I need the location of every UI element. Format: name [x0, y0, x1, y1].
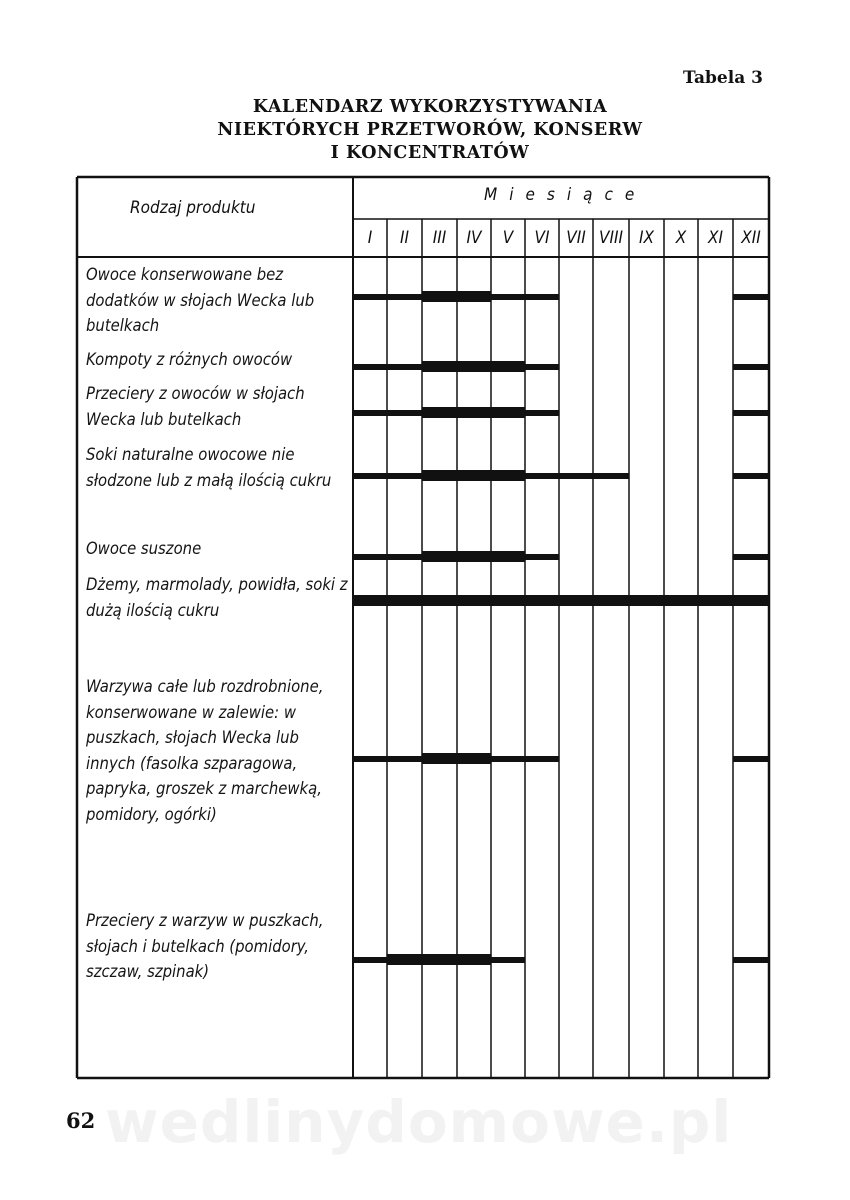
usage-bar-thin-row3-m6 [525, 410, 559, 416]
usage-bar-thin-row4-m2 [387, 473, 422, 479]
usage-bar-thin-row8-m12 [733, 957, 769, 963]
title-line-2: NIEKTÓRYCH PRZETWORÓW, KONSERW [217, 120, 643, 140]
usage-bar-thin-row1-m5 [491, 294, 525, 300]
usage-bar-thick-row5-m4 [457, 551, 491, 562]
usage-bar-thick-row2-m3 [422, 361, 457, 372]
usage-bar-thick-row3-m4 [457, 407, 491, 418]
usage-bar-thin-row8-m5 [491, 957, 525, 963]
usage-bar-thick-row8-m4 [457, 954, 491, 965]
usage-bar-thin-row4-m1 [353, 473, 387, 479]
row-label-jams: Dżemy, marmolady, powidła, soki z dużą ilością cukru [86, 575, 348, 620]
usage-bar-thick-row8-m2 [387, 954, 422, 965]
watermark: wedlinydomowe.pl [105, 1088, 733, 1156]
usage-bar-thin-row3-m1 [353, 410, 387, 416]
month-label-5: V [502, 228, 514, 248]
month-label-7: VII [566, 228, 586, 248]
row-label-vegetables: Warzywa całe lub rozdrobnione, konserwowane w zalewie: w puszkach, słojach Wecka lub innych (fasolka szparagowa, papryka, groszek z marchewką, pomidory, ogórki) [86, 677, 324, 824]
month-label-9: IX [639, 228, 654, 248]
usage-bar-thin-row2-m2 [387, 364, 422, 370]
usage-bar-thick-row6-m3 [422, 595, 457, 606]
usage-bar-thin-row5-m1 [353, 554, 387, 560]
usage-bar-thick-row4-m4 [457, 470, 491, 481]
row-label-vegetable-puree: Przeciery z warzyw w puszkach, słojach i butelkach (pomidory, szczaw, szpinak) [86, 911, 324, 981]
month-label-2: II [399, 228, 409, 248]
title-line-1: KALENDARZ WYKORZYSTYWANIA [252, 97, 608, 117]
usage-bar-thick-row6-m10 [664, 595, 698, 606]
usage-bar-thick-row3-m3 [422, 407, 457, 418]
usage-bar-thin-row1-m12 [733, 294, 769, 300]
usage-bar-thick-row6-m1 [353, 595, 387, 606]
row-label-compotes: Kompoty z różnych owoców [86, 350, 293, 369]
usage-bar-thin-row2-m6 [525, 364, 559, 370]
usage-bar-thick-row6-m2 [387, 595, 422, 606]
page-number: 62 [66, 1108, 96, 1133]
table-number: Tabela 3 [683, 68, 763, 88]
title-line-3: I KONCENTRATÓW [330, 143, 530, 163]
usage-bar-thin-row3-m2 [387, 410, 422, 416]
month-label-1: I [367, 228, 373, 248]
usage-bar-thick-row7-m4 [457, 753, 491, 764]
usage-bar-thin-row1-m6 [525, 294, 559, 300]
usage-bar-thin-row1-m1 [353, 294, 387, 300]
usage-bar-thin-row4-m12 [733, 473, 769, 479]
header-months: Miesiące [484, 185, 647, 205]
usage-bar-thick-row6-m12 [733, 595, 769, 606]
month-label-11: XI [708, 228, 723, 248]
usage-bar-thick-row6-m11 [698, 595, 733, 606]
usage-bar-thick-row4-m3 [422, 470, 457, 481]
row-label-dried-fruit: Owoce suszone [86, 539, 202, 558]
usage-bar-thin-row7-m2 [387, 756, 422, 762]
usage-bar-thick-row6-m8 [593, 595, 629, 606]
usage-bar-thick-row8-m3 [422, 954, 457, 965]
usage-bar-thick-row6-m9 [629, 595, 664, 606]
usage-bar-thick-row1-m3 [422, 291, 457, 302]
usage-bar-thick-row5-m5 [491, 551, 525, 562]
usage-bar-thin-row7-m6 [525, 756, 559, 762]
month-label-10: X [675, 228, 687, 248]
usage-bar-thin-row1-m2 [387, 294, 422, 300]
usage-bar-thin-row5-m2 [387, 554, 422, 560]
usage-bar-thick-row2-m5 [491, 361, 525, 372]
usage-bar-thin-row2-m12 [733, 364, 769, 370]
usage-bar-thick-row4-m5 [491, 470, 525, 481]
usage-bar-thin-row5-m12 [733, 554, 769, 560]
header-product: Rodzaj produktu [130, 198, 256, 218]
usage-bar-thin-row2-m1 [353, 364, 387, 370]
usage-bar-thick-row6-m5 [491, 595, 525, 606]
row-label-fruit-preserved: Owoce konserwowane bez dodatków w słojach Wecka lub butelkach [86, 265, 315, 335]
usage-bar-thin-row5-m6 [525, 554, 559, 560]
usage-bar-thin-row7-m1 [353, 756, 387, 762]
usage-bar-thin-row8-m1 [353, 957, 387, 963]
usage-bar-thick-row6-m7 [559, 595, 593, 606]
usage-bar-thin-row4-m7 [559, 473, 593, 479]
usage-bar-thin-row4-m8 [593, 473, 629, 479]
usage-bar-thick-row3-m5 [491, 407, 525, 418]
row-label-juices: Soki naturalne owocowe nie słodzone lub z małą ilością cukru [86, 445, 332, 490]
usage-bar-thick-row1-m4 [457, 291, 491, 302]
usage-bar-thick-row7-m3 [422, 753, 457, 764]
usage-bar-thin-row3-m12 [733, 410, 769, 416]
usage-bar-thin-row7-m5 [491, 756, 525, 762]
month-label-3: III [432, 228, 447, 248]
usage-bar-thick-row6-m6 [525, 595, 559, 606]
usage-bar-thin-row4-m6 [525, 473, 559, 479]
usage-bar-thick-row5-m3 [422, 551, 457, 562]
row-label-fruit-puree: Przeciery z owoców w słojach Wecka lub butelkach [86, 384, 305, 429]
month-label-4: IV [466, 228, 482, 248]
usage-bar-thick-row2-m4 [457, 361, 491, 372]
month-label-8: VIII [599, 228, 623, 248]
month-label-12: XII [741, 228, 761, 248]
month-label-6: VI [534, 228, 550, 248]
usage-bar-thick-row6-m4 [457, 595, 491, 606]
usage-bar-thin-row7-m12 [733, 756, 769, 762]
